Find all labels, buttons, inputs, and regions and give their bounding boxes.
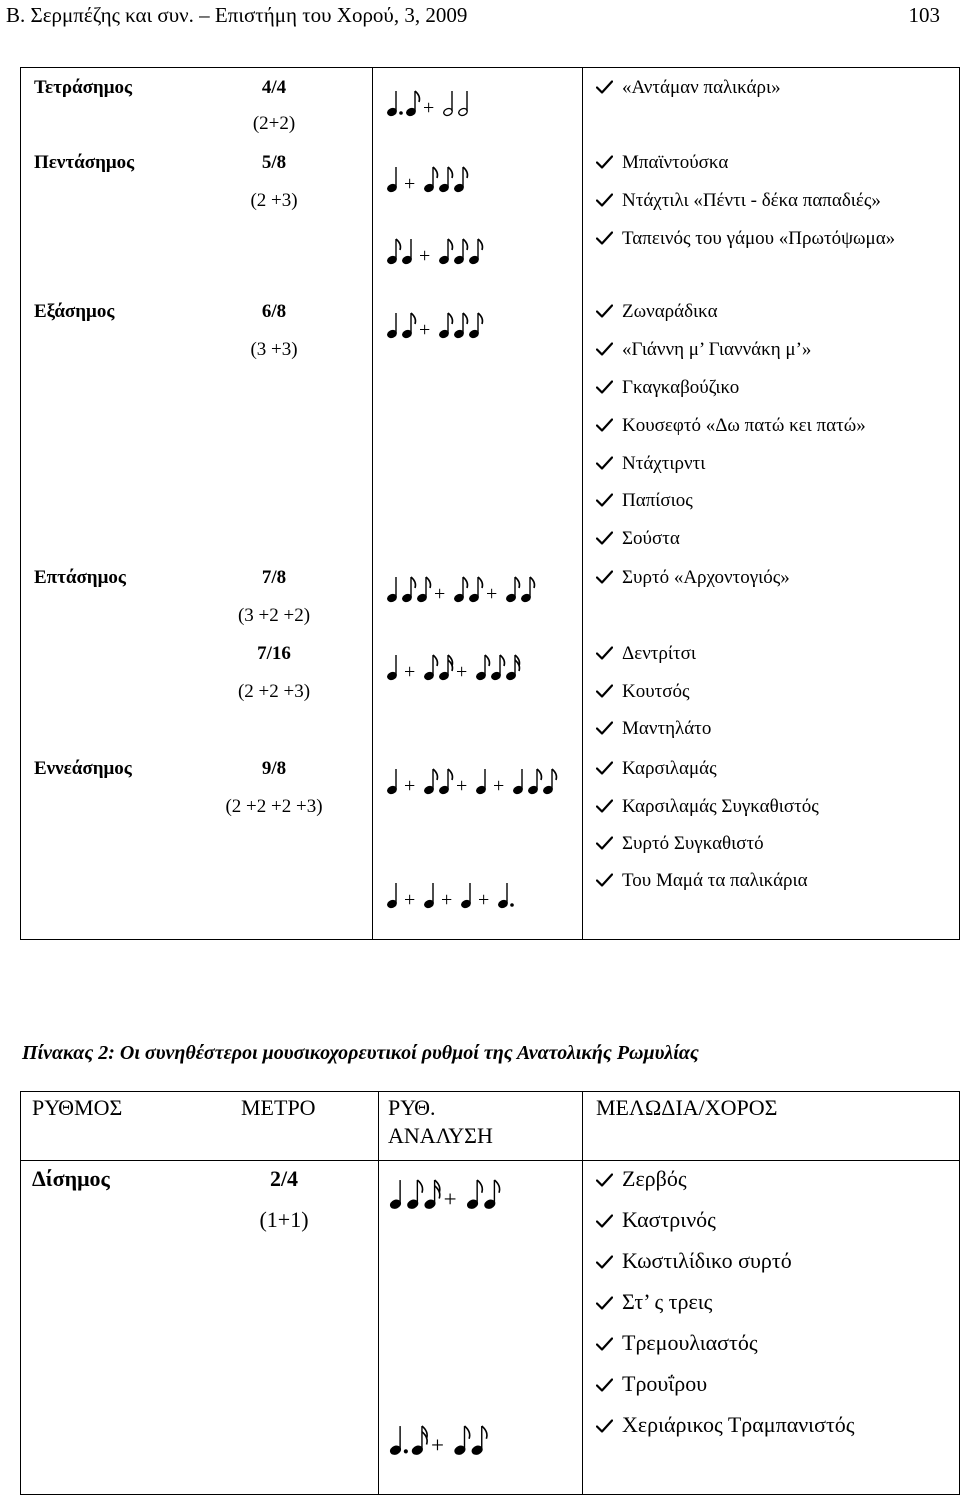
note-glyph [528, 769, 542, 795]
plus-sign: + [404, 889, 416, 911]
checkmark-icon [596, 873, 613, 887]
dance-item: Ντάχτιρντι [596, 452, 705, 476]
note-glyph [469, 239, 483, 265]
rhythm-name: Επτάσημος [34, 567, 126, 588]
rhythm-name: Τετράσημος [34, 77, 133, 98]
plus-sign: + [478, 889, 490, 911]
rhythm-notation [382, 762, 572, 806]
rhythm-notation [382, 232, 562, 276]
rhythm-notation [384, 1172, 574, 1220]
note-glyph [387, 577, 398, 603]
note-glyph [476, 769, 487, 795]
rhythm-notation [382, 876, 572, 920]
column-header-rhythm: ΡΥΘΜΟΣ [32, 1095, 123, 1120]
plus-sign: + [419, 245, 431, 267]
note-glyph [402, 239, 413, 265]
checkmark-icon [596, 231, 613, 245]
meter-division: (2 +2 +3) [237, 681, 311, 702]
dot [399, 111, 403, 115]
meter: 9/8 [261, 758, 287, 779]
note-glyph [387, 239, 401, 265]
note-glyph [439, 655, 453, 681]
column-divider [582, 1091, 583, 1495]
plus-sign: + [486, 583, 498, 605]
dance-item: Καρσιλαμάς [596, 757, 717, 781]
meter-division: (2+2) [252, 113, 296, 134]
checkmark-icon [596, 799, 613, 813]
checkmark-icon [596, 193, 613, 207]
dance-item: Ζωναράδικα [596, 300, 718, 324]
dot [510, 903, 514, 907]
plus-sign: + [456, 775, 468, 797]
note-glyph [402, 313, 416, 339]
dance-item: Καστρινός [596, 1206, 716, 1234]
note-glyph [506, 655, 520, 681]
page-header [6, 2, 940, 28]
note-glyph [439, 239, 453, 265]
plus-sign: + [404, 775, 416, 797]
dance-item: «Γιάννη μ’ Γιαννάκη μ’» [596, 338, 811, 362]
rhythm-notation [382, 84, 562, 128]
dance-item: Δεντρίτσι [596, 642, 696, 666]
dance-item: Στ’ ς τρεις [596, 1288, 712, 1316]
rhythm-name: Δίσημος [32, 1166, 110, 1191]
plus-sign: + [441, 889, 453, 911]
meter-division: (1+1) [259, 1207, 309, 1232]
note-glyph [454, 1426, 470, 1456]
checkmark-icon [596, 1173, 613, 1187]
dance-item: Συρτό Συγκαθιστό [596, 832, 764, 856]
dance-item: Μπαϊντούσκα [596, 151, 728, 175]
column-header-meter: ΜΕΤΡΟ [241, 1095, 316, 1120]
checkmark-icon [596, 761, 613, 775]
meter: 2/4 [269, 1166, 299, 1191]
meter-division: (2 +2 +2 +3) [225, 796, 323, 817]
dance-item: Γκαγκαβούζικο [596, 376, 739, 400]
table-caption: Πίνακας 2: Οι συνηθέστεροι μουσικοχορευτικοί ρυθμοί της Ανατολικής Ρωμυλίας [22, 1042, 699, 1064]
plus-sign: + [404, 661, 416, 683]
column-header-melody: ΜΕΛΩΔΙΑ/ΧΟΡΟΣ [596, 1095, 778, 1120]
dance-item: Σούστα [596, 527, 680, 551]
checkmark-icon [596, 646, 613, 660]
dance-item: Παπίσιος [596, 489, 693, 513]
note-glyph [424, 1180, 440, 1210]
meter: 7/8 [261, 567, 287, 588]
note-glyph [387, 91, 403, 117]
checkmark-icon [596, 684, 613, 698]
rhythm-notation [382, 648, 572, 692]
page-number: 103 [908, 3, 940, 27]
plus-sign: + [493, 775, 505, 797]
column-divider [372, 67, 373, 940]
note-glyph [498, 883, 514, 909]
running-head: Β. Σερμπέζης και συν. – Επιστήμη του Χορού, 3, 2009 [6, 3, 468, 27]
plus-sign: + [404, 173, 416, 195]
note-glyph [389, 1426, 408, 1456]
dot [404, 1449, 408, 1453]
plus-sign: + [456, 661, 468, 683]
note-glyph [484, 1180, 500, 1210]
dance-item: Ζερβός [596, 1165, 687, 1193]
note-glyph [513, 769, 524, 795]
rhythm-notation [382, 306, 562, 350]
meter-division: (2 +3) [250, 190, 298, 211]
meter: 6/8 [261, 301, 287, 322]
plus-sign: + [419, 319, 431, 341]
note-glyph [424, 655, 438, 681]
note-glyph [439, 313, 453, 339]
meter-division: (3 +2 +2) [237, 605, 311, 626]
note-glyph [406, 91, 420, 117]
note-glyph [471, 1426, 487, 1456]
note-glyph [387, 655, 398, 681]
checkmark-icon [596, 80, 613, 94]
note-glyph [417, 577, 431, 603]
note-glyph [458, 91, 469, 117]
note-glyph [469, 577, 483, 603]
meter: 5/8 [261, 152, 287, 173]
note-glyph [407, 1180, 423, 1210]
dance-item: Τρουΐρου [596, 1370, 707, 1398]
plus-sign: + [434, 583, 446, 605]
dance-item: Μαντηλάτο [596, 717, 711, 741]
plus-sign: + [423, 97, 435, 119]
dance-item: Ντάχτιλι «Πέντι - δέκα παπαδιές» [596, 189, 881, 213]
note-glyph [454, 167, 468, 193]
note-glyph [387, 769, 398, 795]
dance-item: Καρσιλαμάς Συγκαθιστός [596, 795, 819, 819]
checkmark-icon [596, 1419, 613, 1433]
note-glyph [424, 883, 435, 909]
dance-item: Του Μαμά τα παλικάρια [596, 869, 808, 893]
checkmark-icon [596, 155, 613, 169]
note-glyph [476, 655, 490, 681]
note-glyph [402, 577, 416, 603]
note-glyph [521, 577, 535, 603]
checkmark-icon [596, 1378, 613, 1392]
checkmark-icon [596, 1337, 613, 1351]
checkmark-icon [596, 570, 613, 584]
rhythm-name: Πεντάσημος [34, 152, 135, 173]
dance-item: Κουτσός [596, 680, 690, 704]
note-glyph [424, 167, 438, 193]
checkmark-icon [596, 418, 613, 432]
note-glyph [454, 577, 468, 603]
dance-item: «Αντάμαν παλικάρι» [596, 76, 781, 100]
checkmark-icon [596, 493, 613, 507]
meter: 4/4 [261, 77, 287, 98]
note-glyph [469, 313, 483, 339]
note-glyph [387, 313, 398, 339]
dance-item: Κωστιλίδικο συρτό [596, 1247, 792, 1275]
column-header-analysis: ΑΝΑΛΥΣΗ [388, 1123, 493, 1148]
rhythm-notation [384, 1418, 574, 1466]
checkmark-icon [596, 1255, 613, 1269]
note-glyph [424, 769, 438, 795]
note-glyph [439, 167, 453, 193]
note-glyph [461, 883, 472, 909]
meter-division: (3 +3) [250, 339, 298, 360]
rhythm-name: Εξάσημος [34, 301, 115, 322]
note-glyph [411, 1426, 427, 1456]
column-divider [378, 1091, 379, 1495]
column-header-analysis: ΡΥΘ. [388, 1095, 436, 1120]
checkmark-icon [596, 380, 613, 394]
checkmark-icon [596, 721, 613, 735]
note-glyph [389, 1180, 401, 1210]
checkmark-icon [596, 836, 613, 850]
checkmark-icon [596, 456, 613, 470]
rhythm-notation [382, 570, 572, 614]
checkmark-icon [596, 1214, 613, 1228]
plus-sign: + [443, 1186, 457, 1212]
note-glyph [466, 1180, 482, 1210]
rhythm-name: Εννεάσημος [34, 758, 132, 779]
dance-item: Χεριάρικος Τραμπανιστός [596, 1411, 855, 1439]
dance-item: Κουσεφτό «Δω πατώ κει πατώ» [596, 414, 866, 438]
meter: 7/16 [257, 643, 291, 664]
checkmark-icon [596, 1296, 613, 1310]
note-glyph [443, 91, 454, 117]
dance-item: Τρεμουλιαστός [596, 1329, 758, 1357]
rhythm-notation [382, 160, 562, 204]
note-glyph [454, 313, 468, 339]
dance-item: Συρτό «Αρχοντογιός» [596, 566, 790, 590]
note-glyph [506, 577, 520, 603]
note-glyph [439, 769, 453, 795]
plus-sign: + [431, 1432, 444, 1458]
checkmark-icon [596, 304, 613, 318]
note-glyph [454, 239, 468, 265]
checkmark-icon [596, 342, 613, 356]
column-divider [582, 67, 583, 940]
note-glyph [543, 769, 557, 795]
note-glyph [491, 655, 505, 681]
checkmark-icon [596, 531, 613, 545]
header-divider [20, 1160, 960, 1161]
note-glyph [387, 883, 398, 909]
note-glyph [387, 167, 398, 193]
dance-item: Ταπεινός του γάμου «Πρωτόψωμα» [596, 227, 895, 251]
